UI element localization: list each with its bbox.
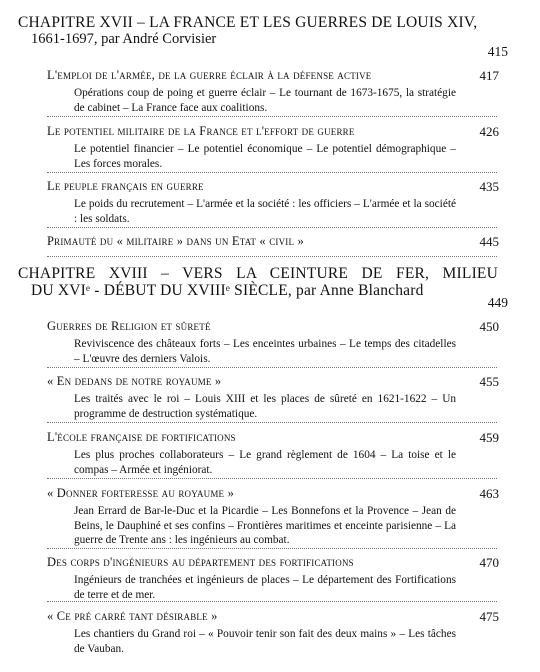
section-description: Opérations coup de poing et guerre éclair – Le tournant de 1673-1675, la stratégie de cabinet – La France face aux coalitions.: [74, 87, 456, 114]
divider: [47, 601, 497, 602]
section-description: Le potentiel financier – Le potentiel économique – Le potentiel démographique – Les forces morales.: [74, 143, 456, 170]
toc-section: [47, 555, 499, 602]
toc-section: [47, 179, 499, 226]
section-title: Le potentiel militaire de la France et l'effort de guerre: [47, 124, 355, 138]
section-title: Primauté du « militaire » dans un Etat « civil »: [47, 234, 304, 248]
divider: [47, 478, 497, 479]
divider: [47, 256, 497, 257]
divider: [47, 172, 497, 173]
section-title: « En dedans de notre royaume »: [47, 374, 222, 388]
chapter-xviii: [18, 265, 508, 310]
toc-section: [47, 486, 499, 548]
section-page-number: 475: [479, 609, 499, 624]
chapter-page-number: 449: [487, 295, 508, 310]
section-page-number: 417: [479, 68, 499, 83]
toc-section: [47, 609, 499, 656]
divider: [47, 548, 497, 549]
divider: [47, 227, 497, 228]
toc-section: [47, 68, 499, 115]
toc-section: [47, 430, 499, 477]
section-page-number: 426: [479, 124, 499, 139]
section-title: Le peuple français en guerre: [47, 179, 204, 193]
section-title: « Donner forteresse au royaume »: [47, 486, 235, 500]
section-description: Les plus proches collaborateurs – Le grand règlement de 1604 – La toise et le compas – Armée et ingéniorat.: [74, 449, 456, 476]
section-title: Des corps d'ingénieurs au département des fortifications: [47, 555, 354, 569]
divider: [47, 116, 497, 117]
section-page-number: 455: [479, 374, 499, 389]
section-description: Jean Errard de Bar-le-Duc et la Picardie – Les Bonnefons et la Provence – Jean de Beins, le Dauphiné et ses confins – Frontières maritimes et enceinte parisienne – La guerre de Trente ans : les ingénieurs au combat.: [74, 505, 456, 546]
section-description: Les chantiers du Grand roi – « Pouvoir tenir son fait des deux mains » – Les tâches de Vauban.: [74, 628, 456, 655]
section-title: « Ce pré carré tant désirable »: [47, 609, 218, 623]
section-page-number: 463: [479, 486, 499, 501]
chapter-title: CHAPITRE XVIII – VERS LA CEINTURE DE FER, MILIEU: [18, 265, 498, 282]
section-page-number: 450: [479, 319, 499, 334]
chapter-page-number: 415: [487, 44, 508, 59]
divider: [47, 422, 497, 423]
section-description: Le poids du recrutement – L'armée et la société : les officiers – L'armée et la société : les soldats.: [74, 198, 456, 225]
chapter-xvii: [18, 14, 508, 59]
toc-section: [47, 234, 499, 249]
section-page-number: 470: [479, 555, 499, 570]
section-description: Reviviscence des châteaux forts – Les enceintes urbaines – Le temps des citadelles – L'œuvre des derniers Valois.: [74, 338, 456, 365]
toc-section: [47, 319, 499, 366]
section-title: Guerres de Religion et sûreté: [47, 319, 211, 333]
section-description: Ingénieurs de tranchées et ingénieurs de places – Le département des Fortifications de terre et de mer.: [74, 574, 456, 601]
section-page-number: 445: [479, 234, 499, 249]
toc-section: [47, 124, 499, 171]
section-title: L'emploi de l'armée, de la guerre éclair à la défense active: [47, 68, 372, 82]
section-description: Les traités avec le roi – Louis XIII et les places de sûreté en 1621-1622 – Un programme de destruction systématique.: [74, 393, 456, 420]
chapter-title: CHAPITRE XVII – LA FRANCE ET LES GUERRES DE LOUIS XIV,: [18, 14, 478, 31]
section-page-number: 459: [479, 430, 499, 445]
section-page-number: 435: [479, 179, 499, 194]
chapter-subtitle: 1661-1697, par André Corvisier: [31, 31, 217, 47]
divider: [47, 367, 497, 368]
toc-section: [47, 374, 499, 421]
chapter-title-line-2: DU XVIᵉ - DÉBUT DU XVIIIᵉ SIÈCLE, par Anne Blanchard: [31, 282, 424, 299]
section-title: L'école française de fortifications: [47, 430, 236, 444]
